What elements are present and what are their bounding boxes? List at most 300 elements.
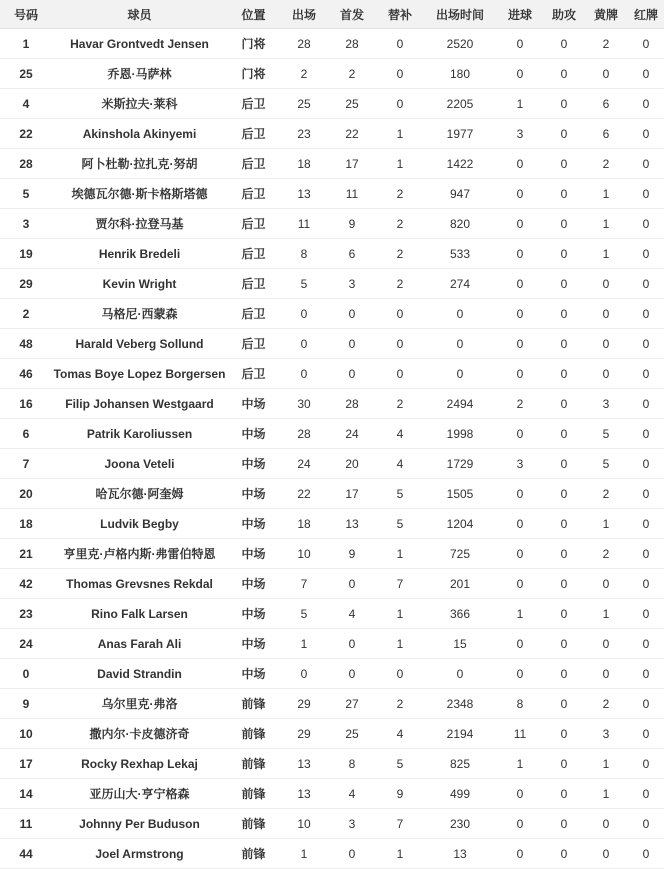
column-header-assists[interactable]: 助攻 [544,0,584,29]
cell-yellow-cards: 0 [584,359,628,389]
cell-yellow-cards: 0 [584,329,628,359]
cell-goals: 1 [496,749,544,779]
cell-yellow-cards: 0 [584,629,628,659]
cell-player-name[interactable]: Rocky Rexhap Lekaj [52,749,227,779]
table-row [0,149,664,179]
cell-position: 后卫 [227,269,280,299]
cell-goals: 0 [496,539,544,569]
cell-number: 1 [0,29,52,59]
cell-starts: 6 [328,239,376,269]
cell-yellow-cards: 1 [584,179,628,209]
cell-starts: 25 [328,89,376,119]
cell-substitute: 2 [376,179,424,209]
cell-yellow-cards: 2 [584,539,628,569]
cell-minutes: 825 [424,749,496,779]
cell-player-name[interactable]: Anas Farah Ali [52,629,227,659]
cell-red-cards: 0 [628,29,664,59]
cell-assists: 0 [544,449,584,479]
cell-substitute: 1 [376,539,424,569]
cell-assists: 0 [544,269,584,299]
cell-appearances: 29 [280,689,328,719]
cell-minutes: 201 [424,569,496,599]
cell-yellow-cards: 0 [584,59,628,89]
cell-appearances: 22 [280,479,328,509]
cell-assists: 0 [544,209,584,239]
cell-substitute: 2 [376,389,424,419]
cell-number: 6 [0,419,52,449]
cell-position: 后卫 [227,149,280,179]
cell-position: 后卫 [227,299,280,329]
cell-minutes: 15 [424,629,496,659]
cell-goals: 0 [496,59,544,89]
cell-red-cards: 0 [628,509,664,539]
cell-starts: 25 [328,719,376,749]
cell-starts: 11 [328,179,376,209]
cell-player-name[interactable]: Joona Veteli [52,449,227,479]
cell-appearances: 13 [280,749,328,779]
cell-number: 20 [0,479,52,509]
cell-number: 18 [0,509,52,539]
cell-player-name[interactable]: 哈瓦尔德·阿奎姆 [52,479,227,509]
cell-red-cards: 0 [628,809,664,839]
cell-yellow-cards: 0 [584,809,628,839]
cell-goals: 0 [496,179,544,209]
cell-substitute: 0 [376,89,424,119]
cell-appearances: 5 [280,599,328,629]
table-row [0,749,664,779]
cell-assists: 0 [544,809,584,839]
column-header-appearances[interactable]: 出场 [280,0,328,29]
cell-yellow-cards: 1 [584,509,628,539]
cell-number: 22 [0,119,52,149]
cell-player-name[interactable]: David Strandin [52,659,227,689]
cell-starts: 0 [328,839,376,869]
cell-red-cards: 0 [628,389,664,419]
cell-appearances: 8 [280,239,328,269]
cell-yellow-cards: 1 [584,239,628,269]
cell-substitute: 5 [376,479,424,509]
cell-minutes: 2520 [424,29,496,59]
table-row [0,209,664,239]
cell-starts: 9 [328,539,376,569]
cell-yellow-cards: 2 [584,29,628,59]
cell-red-cards: 0 [628,719,664,749]
cell-substitute: 7 [376,569,424,599]
cell-player-name[interactable]: Harald Veberg Sollund [52,329,227,359]
cell-minutes: 1977 [424,119,496,149]
cell-player-name[interactable]: Joel Armstrong [52,839,227,869]
cell-starts: 0 [328,629,376,659]
cell-appearances: 25 [280,89,328,119]
cell-assists: 0 [544,239,584,269]
cell-appearances: 24 [280,449,328,479]
cell-substitute: 5 [376,749,424,779]
table-row [0,449,664,479]
cell-substitute: 1 [376,839,424,869]
cell-goals: 0 [496,149,544,179]
column-header-minutes[interactable]: 出场时间 [424,0,496,29]
cell-position: 前锋 [227,839,280,869]
cell-appearances: 28 [280,29,328,59]
column-header-position[interactable]: 位置 [227,0,280,29]
cell-assists: 0 [544,719,584,749]
cell-substitute: 1 [376,629,424,659]
cell-starts: 17 [328,479,376,509]
table-row [0,809,664,839]
cell-yellow-cards: 2 [584,149,628,179]
cell-number: 21 [0,539,52,569]
cell-assists: 0 [544,659,584,689]
cell-minutes: 2494 [424,389,496,419]
cell-red-cards: 0 [628,449,664,479]
cell-position: 中场 [227,389,280,419]
cell-position: 前锋 [227,809,280,839]
table-row [0,329,664,359]
cell-appearances: 0 [280,299,328,329]
cell-substitute: 0 [376,299,424,329]
cell-appearances: 13 [280,779,328,809]
cell-player-name[interactable]: Akinshola Akinyemi [52,119,227,149]
cell-number: 4 [0,89,52,119]
cell-starts: 8 [328,749,376,779]
column-header-substitute[interactable]: 替补 [376,0,424,29]
cell-substitute: 1 [376,149,424,179]
cell-position: 中场 [227,539,280,569]
cell-goals: 8 [496,689,544,719]
cell-position: 中场 [227,419,280,449]
cell-minutes: 0 [424,659,496,689]
cell-assists: 0 [544,329,584,359]
table-row [0,359,664,389]
cell-number: 2 [0,299,52,329]
table-row [0,509,664,539]
cell-position: 前锋 [227,719,280,749]
cell-substitute: 1 [376,119,424,149]
cell-yellow-cards: 1 [584,599,628,629]
cell-substitute: 0 [376,329,424,359]
cell-goals: 3 [496,119,544,149]
table-row [0,89,664,119]
cell-appearances: 11 [280,209,328,239]
cell-goals: 0 [496,479,544,509]
cell-starts: 13 [328,509,376,539]
cell-appearances: 0 [280,659,328,689]
cell-player-name[interactable]: 亨里克·卢格内斯·弗雷伯特恩 [52,539,227,569]
table-row [0,119,664,149]
cell-assists: 0 [544,299,584,329]
cell-minutes: 1729 [424,449,496,479]
table-row [0,539,664,569]
cell-number: 28 [0,149,52,179]
cell-goals: 0 [496,359,544,389]
cell-appearances: 18 [280,149,328,179]
cell-yellow-cards: 1 [584,749,628,779]
cell-substitute: 5 [376,509,424,539]
cell-player-name[interactable]: 贾尔科·拉登马基 [52,209,227,239]
cell-number: 42 [0,569,52,599]
cell-player-name[interactable]: 马格尼·西蒙森 [52,299,227,329]
table-header-row [0,0,664,29]
cell-assists: 0 [544,149,584,179]
cell-number: 25 [0,59,52,89]
cell-assists: 0 [544,689,584,719]
cell-appearances: 5 [280,269,328,299]
cell-appearances: 28 [280,419,328,449]
cell-appearances: 23 [280,119,328,149]
cell-position: 中场 [227,509,280,539]
cell-minutes: 2205 [424,89,496,119]
column-header-goals[interactable]: 进球 [496,0,544,29]
cell-starts: 0 [328,329,376,359]
cell-appearances: 7 [280,569,328,599]
cell-number: 7 [0,449,52,479]
cell-substitute: 7 [376,809,424,839]
cell-starts: 28 [328,389,376,419]
cell-position: 后卫 [227,329,280,359]
cell-minutes: 0 [424,329,496,359]
cell-number: 3 [0,209,52,239]
table-row [0,839,664,869]
table-row [0,779,664,809]
cell-minutes: 230 [424,809,496,839]
cell-number: 29 [0,269,52,299]
cell-yellow-cards: 3 [584,389,628,419]
cell-appearances: 29 [280,719,328,749]
cell-appearances: 1 [280,629,328,659]
cell-starts: 9 [328,209,376,239]
cell-number: 48 [0,329,52,359]
table-row [0,389,664,419]
cell-player-name[interactable]: Tomas Boye Lopez Borgersen [52,359,227,389]
cell-yellow-cards: 2 [584,479,628,509]
cell-minutes: 1204 [424,509,496,539]
cell-red-cards: 0 [628,299,664,329]
cell-substitute: 4 [376,449,424,479]
cell-goals: 2 [496,389,544,419]
cell-red-cards: 0 [628,179,664,209]
cell-player-name[interactable]: 米斯拉夫·莱科 [52,89,227,119]
cell-assists: 0 [544,539,584,569]
table-row [0,179,664,209]
cell-minutes: 499 [424,779,496,809]
cell-starts: 24 [328,419,376,449]
cell-minutes: 1422 [424,149,496,179]
table-row [0,689,664,719]
cell-starts: 28 [328,29,376,59]
cell-minutes: 533 [424,239,496,269]
table-row [0,59,664,89]
cell-appearances: 0 [280,329,328,359]
cell-yellow-cards: 1 [584,779,628,809]
cell-assists: 0 [544,89,584,119]
cell-appearances: 18 [280,509,328,539]
cell-yellow-cards: 3 [584,719,628,749]
column-header-starts[interactable]: 首发 [328,0,376,29]
cell-red-cards: 0 [628,479,664,509]
cell-goals: 11 [496,719,544,749]
table-row [0,629,664,659]
cell-player-name[interactable]: Ludvik Begby [52,509,227,539]
table-row [0,719,664,749]
cell-position: 后卫 [227,239,280,269]
cell-red-cards: 0 [628,89,664,119]
cell-player-name[interactable]: Patrik Karoliussen [52,419,227,449]
cell-goals: 0 [496,299,544,329]
cell-position: 中场 [227,449,280,479]
cell-position: 前锋 [227,689,280,719]
cell-red-cards: 0 [628,239,664,269]
cell-red-cards: 0 [628,59,664,89]
cell-appearances: 10 [280,809,328,839]
cell-position: 后卫 [227,89,280,119]
cell-minutes: 1505 [424,479,496,509]
column-header-number[interactable]: 号码 [0,0,52,29]
cell-number: 0 [0,659,52,689]
cell-yellow-cards: 2 [584,689,628,719]
cell-number: 23 [0,599,52,629]
cell-goals: 0 [496,779,544,809]
cell-minutes: 2194 [424,719,496,749]
cell-starts: 27 [328,689,376,719]
cell-goals: 0 [496,269,544,299]
cell-player-name[interactable]: Henrik Bredeli [52,239,227,269]
cell-goals: 0 [496,209,544,239]
cell-red-cards: 0 [628,689,664,719]
cell-substitute: 2 [376,269,424,299]
cell-position: 中场 [227,629,280,659]
cell-minutes: 2348 [424,689,496,719]
cell-substitute: 0 [376,29,424,59]
cell-player-name[interactable]: Havar Grontvedt Jensen [52,29,227,59]
table-body [0,29,664,869]
cell-red-cards: 0 [628,659,664,689]
cell-player-name[interactable]: Thomas Grevsnes Rekdal [52,569,227,599]
cell-player-name[interactable]: 阿卜杜勒·拉扎克·努胡 [52,149,227,179]
cell-substitute: 0 [376,59,424,89]
cell-substitute: 9 [376,779,424,809]
cell-number: 9 [0,689,52,719]
cell-number: 17 [0,749,52,779]
cell-appearances: 13 [280,179,328,209]
cell-player-name[interactable]: 亚历山大·亨宁格森 [52,779,227,809]
cell-red-cards: 0 [628,329,664,359]
cell-position: 中场 [227,569,280,599]
cell-goals: 3 [496,449,544,479]
cell-yellow-cards: 5 [584,419,628,449]
cell-assists: 0 [544,419,584,449]
cell-starts: 0 [328,659,376,689]
cell-position: 中场 [227,599,280,629]
cell-starts: 2 [328,59,376,89]
cell-player-name[interactable]: Rino Falk Larsen [52,599,227,629]
table-row [0,569,664,599]
cell-player-name[interactable]: 乔恩·马萨林 [52,59,227,89]
cell-position: 后卫 [227,119,280,149]
cell-player-name[interactable]: 撒内尔·卡皮德济奇 [52,719,227,749]
cell-position: 后卫 [227,179,280,209]
cell-player-name[interactable]: Kevin Wright [52,269,227,299]
cell-substitute: 2 [376,209,424,239]
cell-goals: 0 [496,659,544,689]
cell-position: 后卫 [227,359,280,389]
cell-yellow-cards: 6 [584,119,628,149]
cell-number: 10 [0,719,52,749]
cell-red-cards: 0 [628,419,664,449]
cell-starts: 20 [328,449,376,479]
cell-minutes: 725 [424,539,496,569]
table-row [0,659,664,689]
cell-goals: 0 [496,239,544,269]
cell-number: 14 [0,779,52,809]
cell-assists: 0 [544,749,584,779]
table-row [0,29,664,59]
cell-yellow-cards: 0 [584,659,628,689]
cell-position: 后卫 [227,209,280,239]
cell-minutes: 0 [424,299,496,329]
cell-assists: 0 [544,389,584,419]
cell-minutes: 274 [424,269,496,299]
cell-starts: 4 [328,779,376,809]
table-row [0,599,664,629]
cell-appearances: 2 [280,59,328,89]
cell-position: 中场 [227,479,280,509]
cell-position: 前锋 [227,749,280,779]
cell-number: 11 [0,809,52,839]
cell-player-name[interactable]: Johnny Per Buduson [52,809,227,839]
cell-starts: 17 [328,149,376,179]
column-header-player[interactable]: 球员 [52,0,227,29]
cell-number: 5 [0,179,52,209]
cell-starts: 3 [328,809,376,839]
cell-goals: 0 [496,569,544,599]
cell-assists: 0 [544,509,584,539]
cell-player-name[interactable]: 埃德瓦尔德·斯卡格斯塔德 [52,179,227,209]
cell-yellow-cards: 5 [584,449,628,479]
cell-starts: 0 [328,299,376,329]
cell-starts: 0 [328,569,376,599]
cell-red-cards: 0 [628,149,664,179]
table-header [0,0,664,29]
cell-red-cards: 0 [628,359,664,389]
cell-red-cards: 0 [628,569,664,599]
cell-minutes: 947 [424,179,496,209]
cell-minutes: 1998 [424,419,496,449]
cell-player-name[interactable]: 乌尔里克·弗洛 [52,689,227,719]
column-header-yellow-cards[interactable]: 黄牌 [584,0,628,29]
cell-minutes: 13 [424,839,496,869]
table-row [0,479,664,509]
cell-assists: 0 [544,779,584,809]
cell-substitute: 4 [376,419,424,449]
cell-minutes: 366 [424,599,496,629]
table-row [0,239,664,269]
cell-yellow-cards: 0 [584,269,628,299]
cell-substitute: 2 [376,239,424,269]
cell-number: 44 [0,839,52,869]
cell-player-name[interactable]: Filip Johansen Westgaard [52,389,227,419]
column-header-red-cards[interactable]: 红牌 [628,0,664,29]
cell-red-cards: 0 [628,119,664,149]
cell-goals: 0 [496,419,544,449]
cell-goals: 0 [496,29,544,59]
cell-red-cards: 0 [628,209,664,239]
cell-red-cards: 0 [628,629,664,659]
cell-goals: 1 [496,89,544,119]
cell-substitute: 0 [376,659,424,689]
table-row [0,419,664,449]
cell-assists: 0 [544,839,584,869]
cell-number: 24 [0,629,52,659]
